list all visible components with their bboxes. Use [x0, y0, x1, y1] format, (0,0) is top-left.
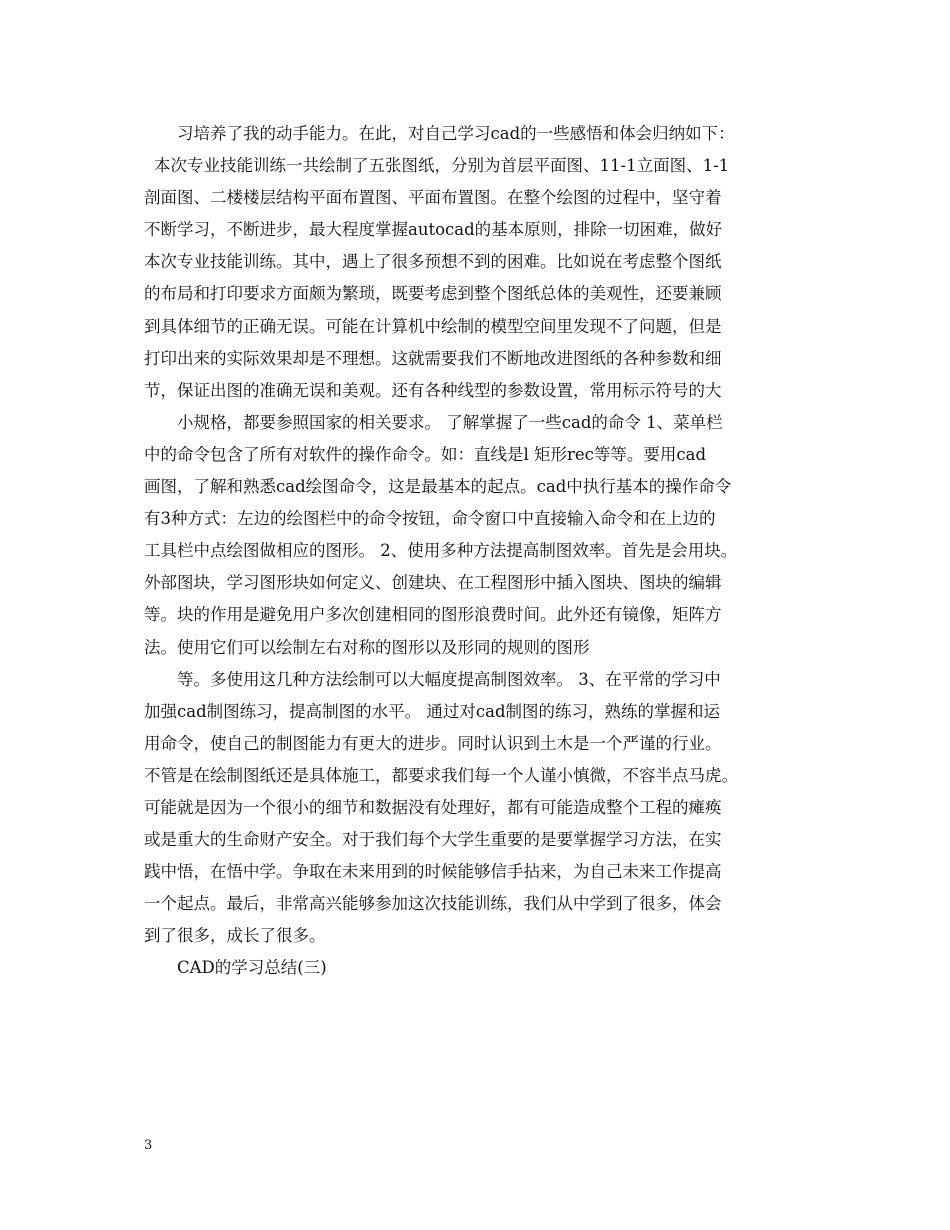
- text-line: 节，保证出图的准确无误和美观。还有各种线型的参数设置，常用标示符号的大: [144, 380, 722, 400]
- text-line: 剖面图、二楼楼层结构平面布置图、平面布置图。在整个绘图的过程中，坚守着: [144, 188, 722, 208]
- body-text: [144, 118, 804, 985]
- text-line: 小规格，都要参照国家的相关要求。 了解掌握了一些cad的命令 1、菜单栏: [177, 412, 723, 432]
- section-heading: CAD的学习总结(三): [177, 958, 327, 978]
- text-line: 法。使用它们可以绘制左右对称的图形以及形同的规则的图形: [144, 637, 590, 657]
- text-line: 或是重大的生命财产安全。对于我们每个大学生重要的是要掌握学习方法，在实: [144, 830, 722, 850]
- text-line: 的布局和打印要求方面颇为繁琐，既要考虑到整个图纸总体的美观性，还要兼顾: [144, 284, 722, 304]
- text-line: 中的命令包含了所有对软件的操作命令。如：直线是l 矩形rec等等。要用cad: [144, 444, 707, 464]
- text-line: 不管是在绘制图纸还是具体施工，都要求我们每一个人谨小慎微，不容半点马虎。: [144, 765, 738, 785]
- text-line: 加强cad制图练习，提高制图的水平。 通过对cad制图的练习，熟练的掌握和运: [144, 701, 721, 721]
- text-line: 习培养了我的动手能力。在此，对自己学习cad的一些感悟和体会归纳如下：: [177, 124, 735, 143]
- text-line: 到了很多，成长了很多。: [144, 926, 326, 946]
- text-line: 可能就是因为一个很小的细节和数据没有处理好，都有可能造成整个工程的瘫痪: [144, 797, 722, 817]
- page-number: 3: [144, 1138, 153, 1153]
- text-line: 本次专业技能训练一共绘制了五张图纸，分别为首层平面图、11-1立面图、1-1: [154, 156, 730, 176]
- text-line: 外部图块，学习图形块如何定义、创建块、在工程图形中插入图块、图块的编辑: [144, 573, 722, 593]
- text-line: 等。块的作用是避免用户多次创建相同的图形浪费时间。此外还有镜像，矩阵方: [144, 605, 722, 625]
- text-line: 有3种方式：左边的绘图栏中的命令按钮，命令窗口中直接输入命令和在上边的: [144, 509, 716, 529]
- text-line: 本次专业技能训练。其中，遇上了很多预想不到的困难。比如说在考虑整个图纸: [144, 252, 722, 272]
- text-line: 等。多使用这几种方法绘制可以大幅度提高制图效率。 3、在平常的学习中: [177, 669, 721, 689]
- text-line: 打印出来的实际效果却是不理想。这就需要我们不断地改进图纸的各种参数和细: [144, 348, 722, 368]
- text-line: 用命令，使自己的制图能力有更大的进步。同时认识到土木是一个严谨的行业。: [144, 733, 722, 753]
- text-line: 画图，了解和熟悉cad绘图命令，这是最基本的起点。cad中执行基本的操作命令: [144, 477, 732, 497]
- text-line: 一个起点。最后，非常高兴能够参加这次技能训练，我们从中学到了很多，体会: [144, 894, 722, 914]
- text-line: 到具体细节的正确无误。可能在计算机中绘制的模型空间里发现不了问题，但是: [144, 316, 722, 336]
- text-line: 工具栏中点绘图做相应的图形。 2、使用多种方法提高制图效率。首先是会用块。: [144, 541, 738, 561]
- text-line: 践中悟，在悟中学。争取在未来用到的时候能够信手拈来，为自己未来工作提高: [144, 862, 722, 882]
- text-line: 不断学习，不断进步，最大程度掌握autocad的基本原则，排除一切困难，做好: [144, 220, 723, 240]
